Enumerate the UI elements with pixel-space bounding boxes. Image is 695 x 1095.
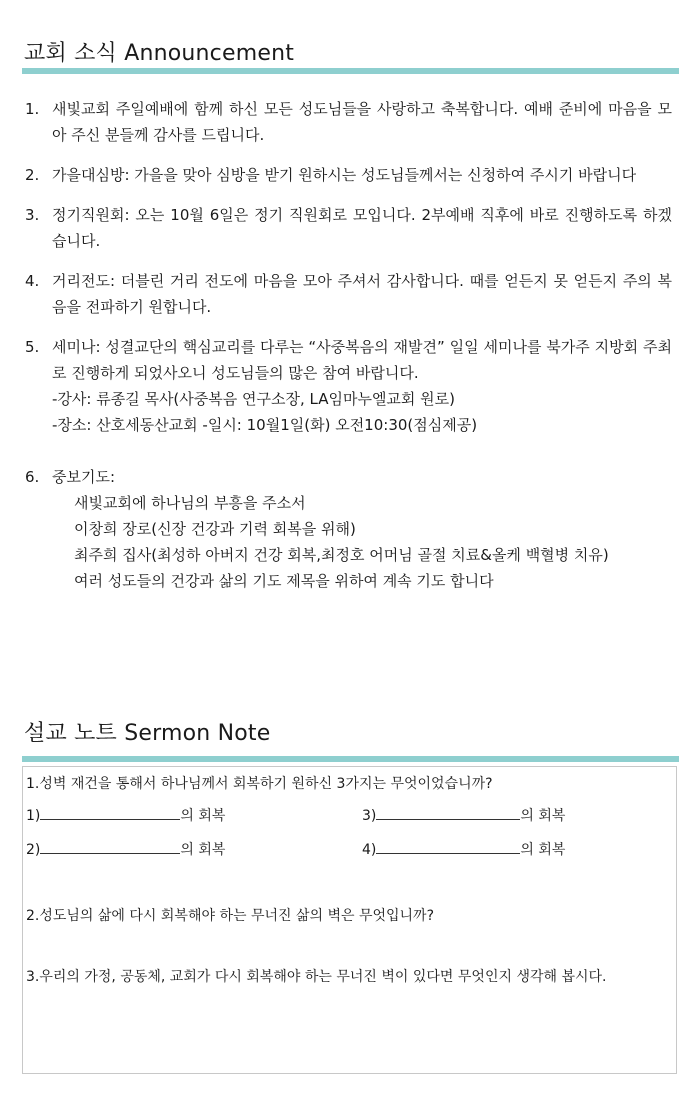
sermon-note-box: [22, 766, 677, 1074]
blank-line: [40, 807, 180, 820]
blank-line: [376, 807, 520, 820]
seminar-speaker: -강사: 류종길 목사(사중복음 연구소장, LA임마누엘교회 원로): [52, 390, 456, 408]
item-text: 정기직원회: 오는 10월 6일은 정기 직원회로 모입니다. 2부예배 직후에 바로 진행하도록 하겠습니다.: [52, 206, 672, 250]
blank-line: [376, 841, 520, 854]
sermon-question-3: 3.우리의 가정, 공동체, 교회가 다시 회복해야 하는 무너진 벽이 있다면 무엇인지 생각해 봅시다.: [26, 969, 607, 985]
announcement-item: [22, 464, 672, 594]
answer-blank[interactable]: [362, 839, 565, 859]
blank-label: 4): [362, 842, 377, 858]
answer-blank[interactable]: [26, 839, 225, 859]
item-text: [52, 334, 672, 438]
item-number: 1.: [25, 100, 40, 118]
item-text: 가을대심방: 가을을 맞아 심방을 받기 원하시는 성도님들께서는 신청하여 주시기 바랍니다: [52, 166, 637, 184]
item-number: 2.: [25, 166, 40, 184]
prayer-line: 여러 성도들의 건강과 삶의 기도 제목을 위하여 계속 기도 합니다: [74, 572, 494, 590]
item-number: 5.: [25, 338, 40, 356]
item-text: 거리전도: 더블린 거리 전도에 마음을 모아 주셔서 감사합니다. 때를 얻든지 못 얻든지 주의 복음을 전파하기 원합니다.: [52, 272, 672, 316]
sermon-question-1: 1.성벽 재건을 통해서 하나님께서 회복하기 원하신 3가지는 무엇이었습니까?: [26, 776, 493, 792]
announcement-item: [22, 268, 672, 320]
sermon-divider: [22, 756, 679, 762]
prayer-line: 최주희 집사(최성하 아버지 건강 회복,최정호 어머님 골절 치료&올케 백혈병 치유): [74, 546, 609, 564]
sermon-question-2: 2.성도님의 삶에 다시 회복해야 하는 무너진 삶의 벽은 무엇입니까?: [26, 908, 435, 924]
answer-blank[interactable]: [26, 805, 225, 825]
item-text: 새빛교회 주일예배에 함께 하신 모든 성도님들을 사랑하고 축복합니다. 예배 준비에 마음을 모아 주신 분들께 감사를 드립니다.: [52, 100, 672, 144]
item-number: 6.: [25, 468, 40, 486]
item-number: 3.: [25, 206, 40, 224]
blank-suffix: 의 회복: [520, 842, 566, 858]
blank-suffix: 의 회복: [180, 842, 226, 858]
prayer-line: 이창희 장로(신장 건강과 기력 회복을 위해): [74, 520, 356, 538]
blank-line: [40, 841, 180, 854]
prayer-line: 새빛교회에 하나님의 부흥을 주소서: [74, 494, 306, 512]
blank-suffix: 의 회복: [180, 808, 226, 824]
item-text: [52, 464, 672, 594]
blank-label: 1): [26, 808, 41, 824]
announcement-item: [22, 162, 672, 188]
announcement-title: 교회 소식 Announcement: [24, 41, 295, 66]
announcement-item: [22, 334, 672, 438]
announcement-list: [22, 96, 672, 606]
prayer-heading: 중보기도:: [52, 468, 116, 486]
blank-label: 2): [26, 842, 41, 858]
blank-suffix: 의 회복: [520, 808, 566, 824]
announcement-divider: [22, 68, 679, 74]
announcement-item: [22, 96, 672, 148]
seminar-place-time: -장소: 산호세동산교회 -일시: 10월1일(화) 오전10:30(점심제공): [52, 416, 478, 434]
announcement-item: [22, 202, 672, 254]
blank-label: 3): [362, 808, 377, 824]
answer-blank[interactable]: [362, 805, 565, 825]
sermon-title: 설교 노트 Sermon Note: [24, 721, 271, 746]
item-number: 4.: [25, 272, 40, 290]
seminar-text: 세미나: 성결교단의 핵심교리를 다루는 “사중복음의 재발견” 일일 세미나를 북가주 지방회 주최로 진행하게 되었사오니 성도님들의 많은 참여 바랍니다.: [52, 338, 672, 382]
